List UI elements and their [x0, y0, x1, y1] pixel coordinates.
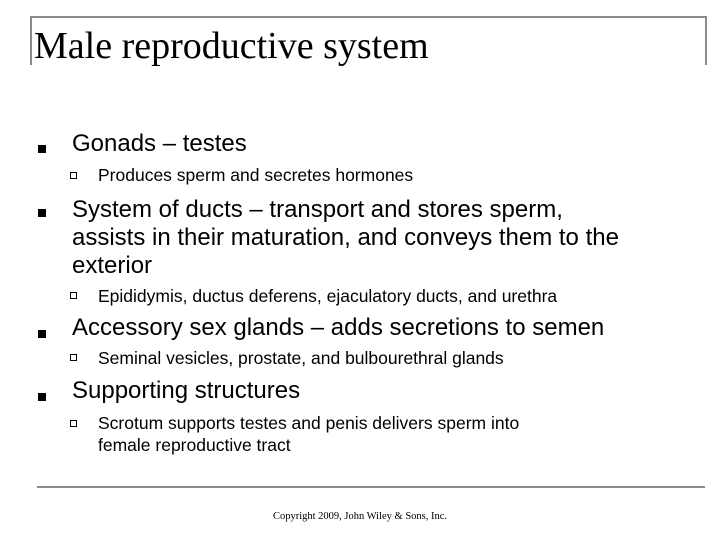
- square-bullet-icon: [38, 209, 46, 217]
- sub-bullet-text: Produces sperm and secretes hormones: [98, 165, 414, 185]
- title-frame-top: [30, 16, 707, 18]
- sub-bullet-text: Scrotum supports testes and penis delivers sperm into: [98, 413, 520, 433]
- hollow-square-bullet-icon: [70, 172, 77, 179]
- square-bullet-icon: [38, 393, 46, 401]
- square-bullet-icon: [38, 330, 46, 338]
- copyright-footer: Copyright 2009, John Wiley & Sons, Inc.: [272, 511, 448, 522]
- bullet-text: Accessory sex glands – adds secretions to semen: [72, 314, 605, 341]
- slide-title: Male reproductive system: [34, 25, 429, 67]
- footer-divider: [37, 486, 705, 488]
- bullet-text: Gonads – testes: [72, 130, 247, 157]
- sub-bullet-text: Seminal vesicles, prostate, and bulbourethral glands: [98, 348, 504, 368]
- bullet-text: Supporting structures: [72, 377, 301, 404]
- hollow-square-bullet-icon: [70, 354, 77, 361]
- bullet-text: assists in their maturation, and conveys them to the: [72, 224, 619, 251]
- title-frame-right: [705, 16, 707, 65]
- bullet-text: exterior: [72, 252, 153, 279]
- hollow-square-bullet-icon: [70, 292, 77, 299]
- title-frame-left: [30, 16, 32, 65]
- square-bullet-icon: [38, 145, 46, 153]
- sub-bullet-text: Epididymis, ductus deferens, ejaculatory ducts, and urethra: [98, 286, 558, 306]
- bullet-text: System of ducts – transport and stores sperm,: [72, 196, 563, 223]
- hollow-square-bullet-icon: [70, 420, 77, 427]
- sub-bullet-text: female reproductive tract: [98, 435, 291, 455]
